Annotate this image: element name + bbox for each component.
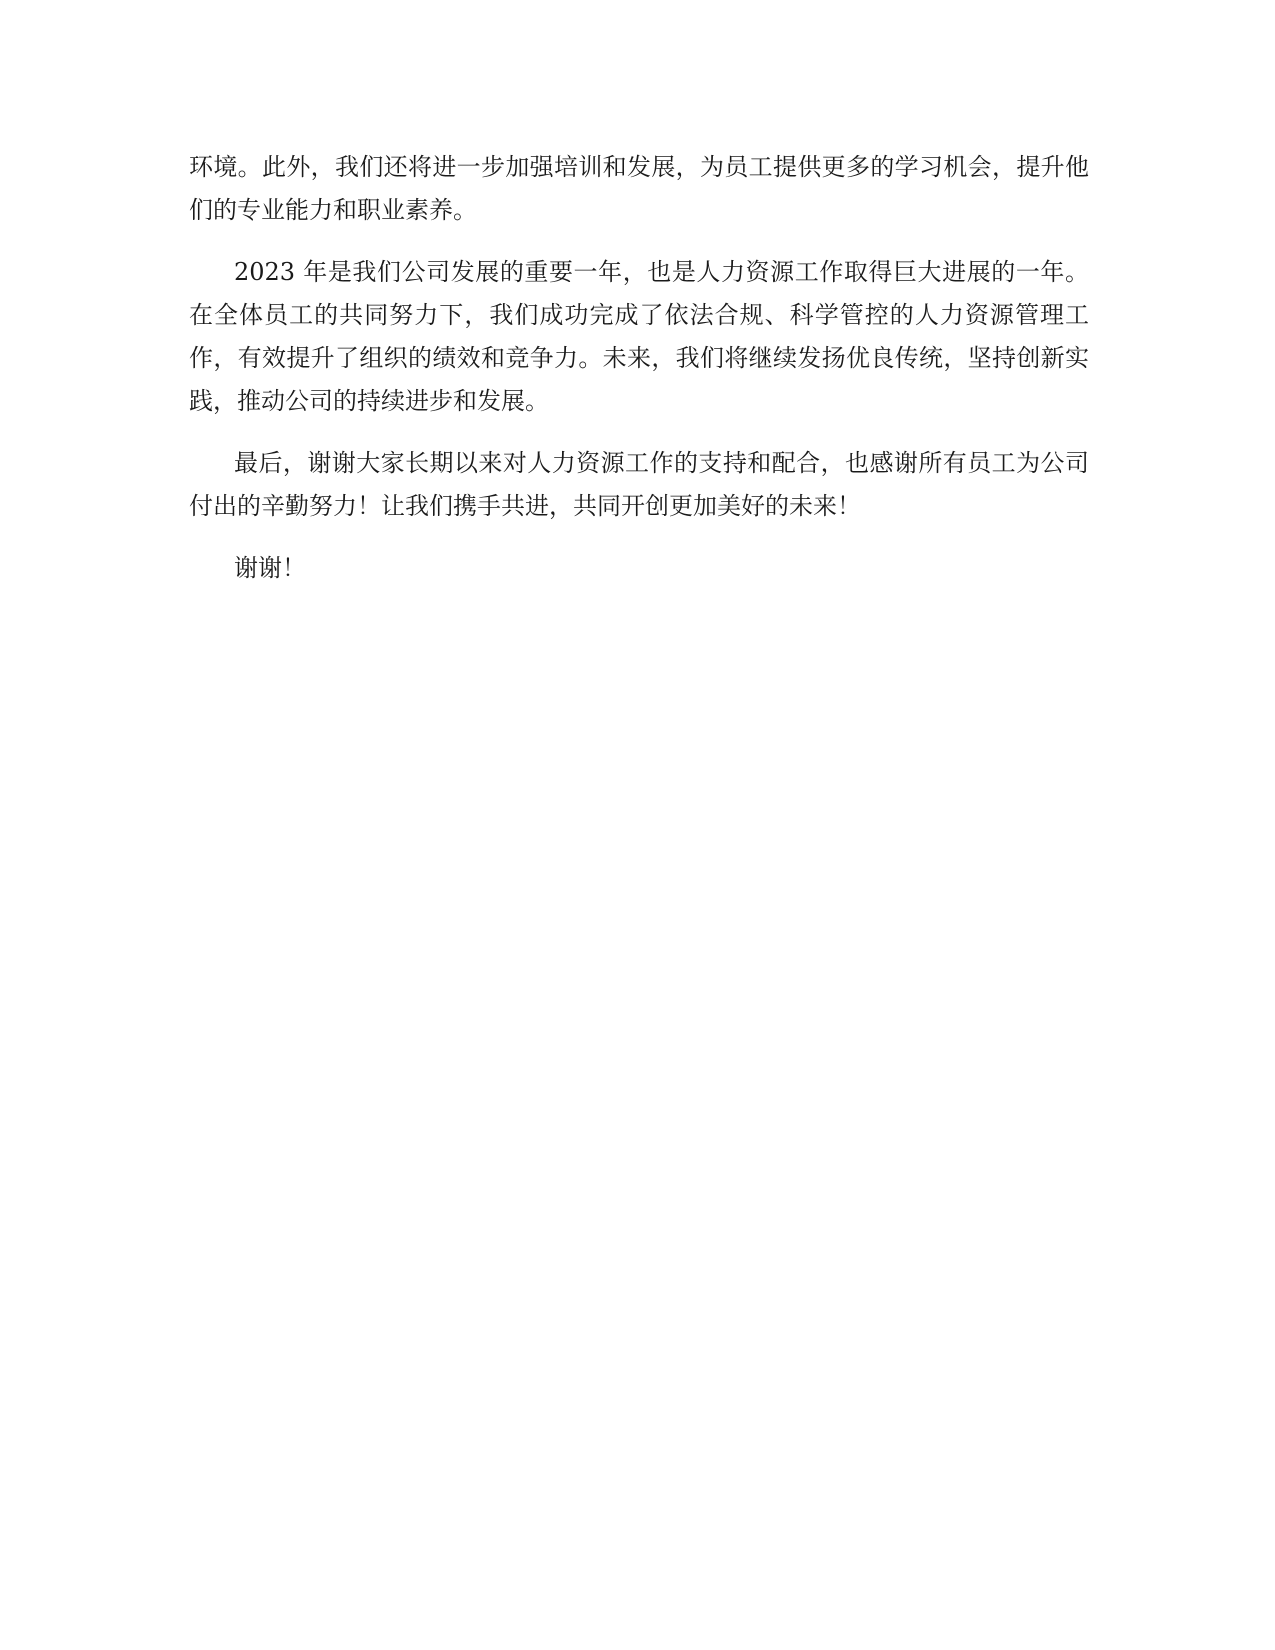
paragraph-final-thanks: 谢谢！ [234, 554, 306, 582]
paragraph-continuation: 环境。此外，我们还将进一步加强培训和发展，为员工提供更多的学习机会，提升他们的专业能力和职业素养。 [189, 153, 1089, 224]
paragraph-2023-summary: 2023 年是我们公司发展的重要一年，也是人力资源工作取得巨大进展的一年。在全体员工的共同努力下，我们成功完成了依法合规、科学管控的人力资源管理工作，有效提升了组织的绩效和竞争力。未来，我们将继续发扬优良传统，坚持创新实践，推动公司的持续进步和发展。 [189, 258, 1089, 415]
paragraph-thanks-closing: 最后，谢谢大家长期以来对人力资源工作的支持和配合，也感谢所有员工为公司付出的辛勤努力！让我们携手共进，共同开创更加美好的未来！ [189, 449, 1089, 520]
document-body [189, 146, 1089, 609]
